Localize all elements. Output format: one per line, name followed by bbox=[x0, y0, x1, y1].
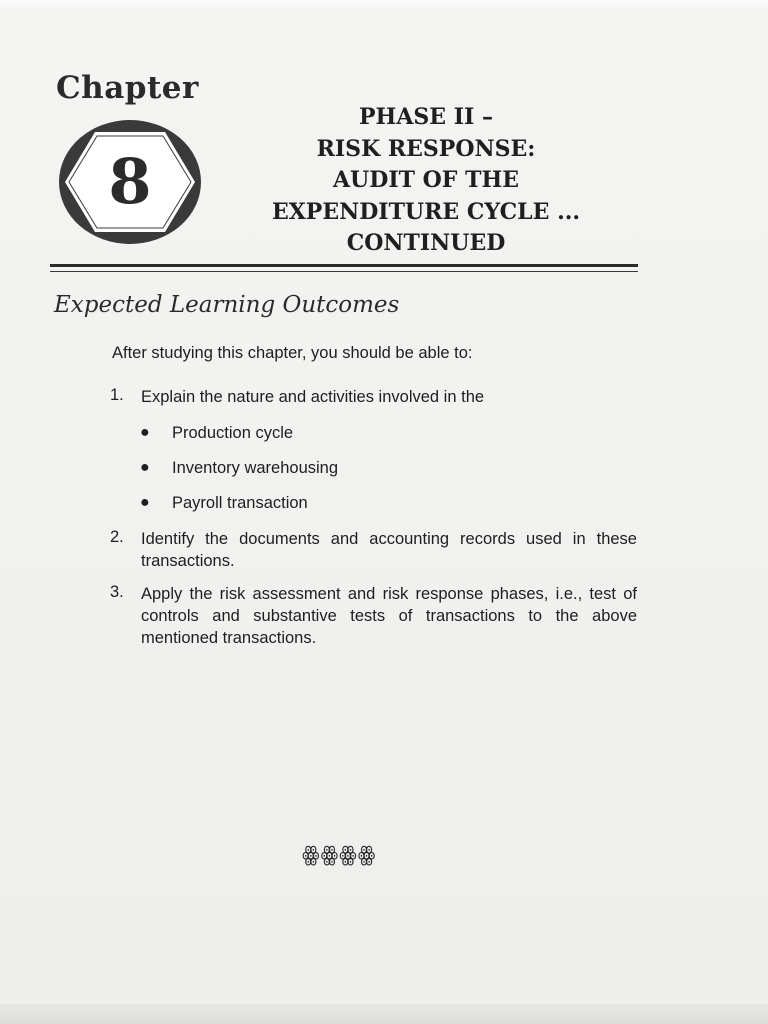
item-text: Apply the risk assessment and risk response phases, i.e., test of controls and substantive tests of transactions to the above mentioned transactions. bbox=[141, 585, 637, 647]
item-number: 2. bbox=[110, 528, 124, 546]
page-bottom-edge bbox=[0, 1004, 768, 1024]
title-line: EXPENDITURE CYCLE ... bbox=[271, 198, 581, 225]
title-line: PHASE II – bbox=[359, 104, 493, 130]
page-top-edge bbox=[0, 0, 768, 14]
chapter-number: 8 bbox=[108, 145, 152, 218]
divider-thin bbox=[50, 271, 638, 272]
item-number: 1. bbox=[110, 386, 124, 404]
divider-thick bbox=[50, 264, 638, 267]
title-line: RISK RESPONSE: bbox=[316, 135, 536, 162]
bullet-text: Payroll transaction bbox=[172, 494, 308, 512]
chapter-title bbox=[236, 102, 616, 260]
item-text: Explain the nature and activities involved in the bbox=[141, 388, 485, 406]
bullet-dot-icon: ● bbox=[140, 494, 150, 511]
outcomes-intro: After studying this chapter, you should be able to: bbox=[112, 344, 473, 362]
title-line: CONTINUED bbox=[346, 230, 506, 256]
chapter-label: Chapter bbox=[56, 70, 199, 106]
bullet-text: Production cycle bbox=[172, 424, 294, 442]
bullet-dot-icon: ● bbox=[140, 459, 150, 476]
item-number: 3. bbox=[110, 583, 124, 601]
outcomes-heading: Expected Learning Outcomes bbox=[54, 292, 400, 318]
bullet-text: Inventory warehousing bbox=[172, 459, 339, 477]
section-end-ornament-icon: ꙮꙮꙮꙮ bbox=[302, 842, 377, 866]
bullet-dot-icon: ● bbox=[140, 424, 150, 441]
title-line: AUDIT OF THE bbox=[332, 167, 520, 193]
item-text: Identify the documents and accounting records used in these transactions. bbox=[141, 530, 637, 570]
